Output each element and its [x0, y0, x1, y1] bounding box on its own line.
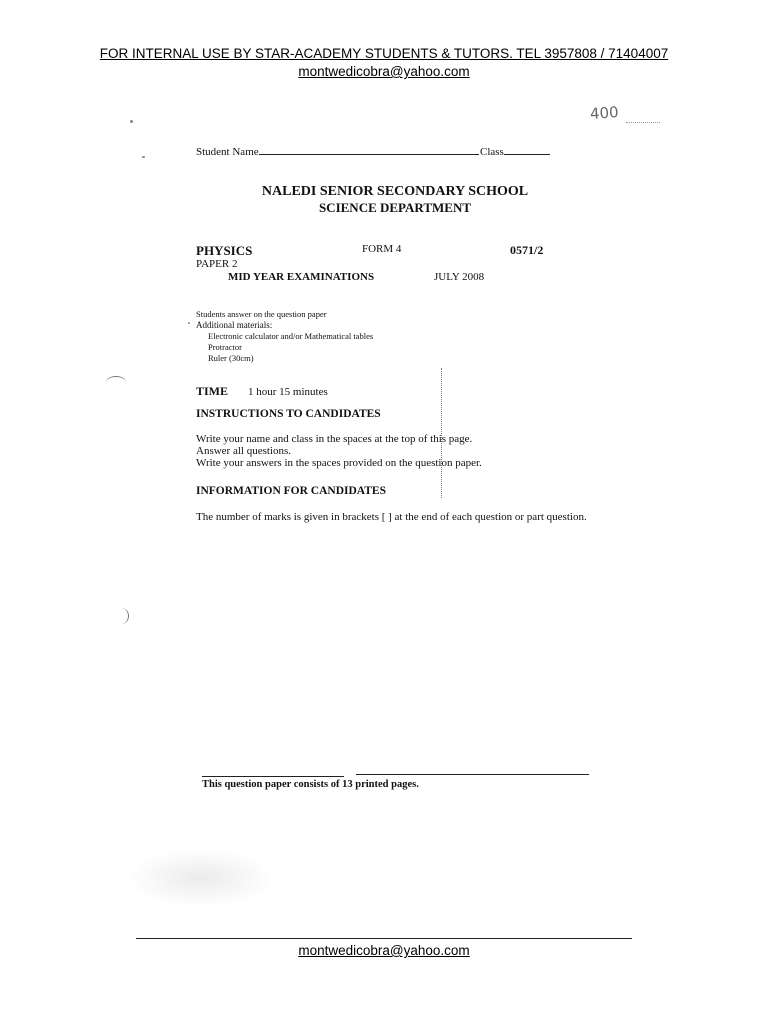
- scan-speck: [142, 156, 145, 158]
- header-line: FOR INTERNAL USE BY STAR-ACADEMY STUDENTS & TUTORS. TEL 3957808 / 71404007: [99, 46, 669, 61]
- materials-item: Ruler (30cm): [208, 353, 254, 363]
- header-email-wrap: [0, 64, 768, 79]
- footer-rule-right: [356, 774, 589, 775]
- instructions-body: [196, 433, 482, 469]
- materials-line2: Additional materials:: [196, 320, 273, 330]
- materials-item: Protractor: [208, 342, 242, 352]
- materials-list: [208, 331, 373, 364]
- margin-mark: [114, 608, 129, 624]
- margin-mark: [106, 376, 126, 389]
- handwritten-note: 400: [589, 103, 620, 123]
- department-name: SCIENCE DEPARTMENT: [318, 200, 472, 215]
- handwritten-scribble: [626, 112, 660, 123]
- class-label: Class: [480, 146, 504, 158]
- student-name-blank[interactable]: [259, 154, 479, 155]
- scan-speck: [188, 322, 190, 324]
- instruction-line: Write your answers in the spaces provided on the question paper.: [196, 457, 482, 469]
- exam-form: FORM 4: [362, 243, 402, 255]
- information-text: The number of marks is given in brackets [ ] at the end of each question or part question.: [196, 511, 587, 523]
- instruction-line: Answer all questions.: [196, 445, 292, 457]
- instruction-line: Write your name and class in the spaces at the top of this page.: [196, 433, 473, 445]
- scan-speck: [130, 120, 133, 123]
- header-email-link[interactable]: montwedicobra@yahoo.com: [298, 64, 470, 79]
- bottom-rule: [136, 938, 632, 939]
- time-label: TIME: [196, 384, 229, 398]
- exam-type: MID YEAR EXAMINATIONS: [228, 271, 375, 283]
- footer-rule-left: [202, 776, 344, 777]
- materials-item: Electronic calculator and/or Mathematical tables: [208, 331, 374, 341]
- exam-paper: PAPER 2: [196, 258, 238, 270]
- school-name: NALEDI SENIOR SECONDARY SCHOOL: [261, 184, 529, 199]
- footer-email-link[interactable]: montwedicobra@yahoo.com: [298, 943, 470, 958]
- class-blank[interactable]: [504, 154, 550, 155]
- scan-noise: [126, 848, 276, 908]
- footer-email-wrap: [0, 943, 768, 958]
- student-name-label: Student Name: [196, 146, 259, 158]
- information-heading: INFORMATION FOR CANDIDATES: [196, 485, 386, 497]
- student-name-row: [196, 146, 479, 158]
- exam-date: JULY 2008: [434, 271, 485, 283]
- exam-subject: PHYSICS: [196, 243, 253, 258]
- time-value: 1 hour 15 minutes: [248, 386, 328, 398]
- materials-line1: Students answer on the question paper: [196, 309, 327, 319]
- footer-note: This question paper consists of 13 printed pages.: [202, 779, 419, 790]
- exam-code: 0571/2: [510, 243, 544, 257]
- class-row: [480, 146, 550, 158]
- instructions-heading: INSTRUCTIONS TO CANDIDATES: [196, 408, 381, 420]
